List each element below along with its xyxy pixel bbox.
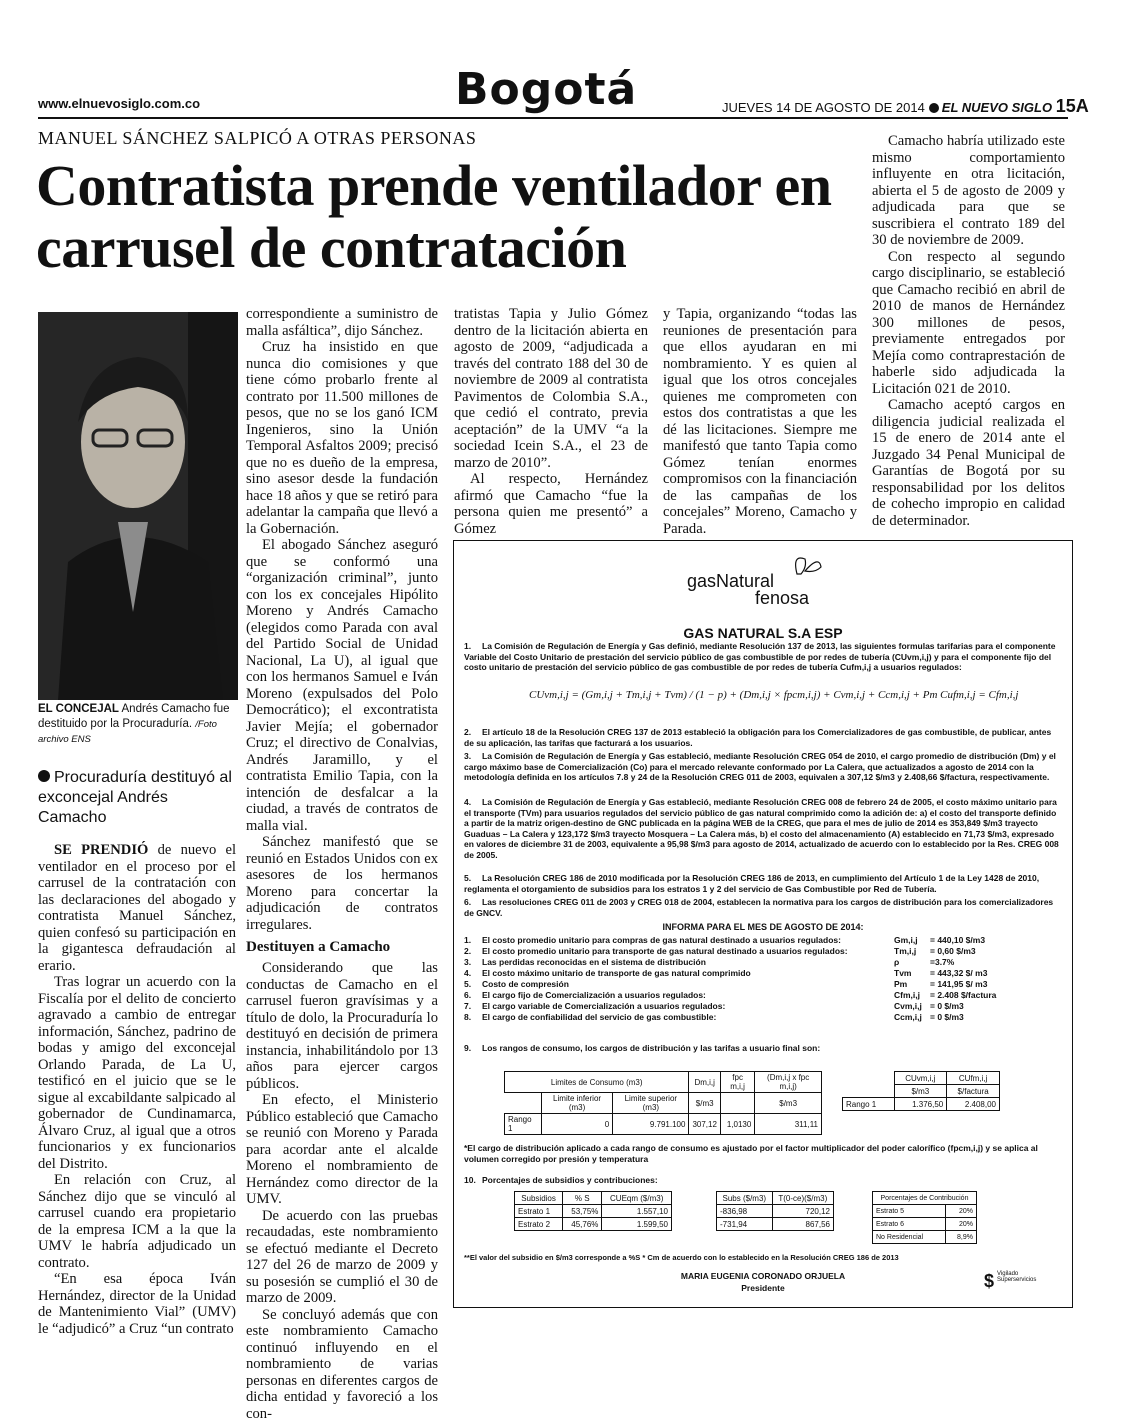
table-cell: Estrato 1: [515, 1205, 563, 1218]
lead-paragraph: SE PRENDIÓ de nuevo el ventilador en el proceso por el carrusel de la contratación con las declaraciones del abogado y contratista Manuel Sánchez, quien confesó su participación en la gigantesca defraudación al erario.: [38, 842, 236, 974]
table-header: T(0-ce)($/m3): [772, 1192, 833, 1205]
table-unit: $/m3: [689, 1093, 720, 1114]
lead-word: SE PRENDIÓ: [54, 842, 148, 858]
table-unit: $/m3: [755, 1093, 822, 1114]
table-cell: 720,12: [772, 1205, 833, 1218]
info-n: 6.: [464, 990, 471, 1000]
info-n: 2.: [464, 946, 471, 956]
tariff-formula: CUvm,i,j = (Gm,i,j + Tm,i,j + Tvm) / (1 − p) + (Dm,i,j × fpcm,i,j) + Cvm,i,j + Ccm,i,j + Pm Cufm,i,j = Cfm,i,j: [529, 689, 1018, 701]
paragraph: Camacho habría utilizado este mismo comportamiento influyente en otra licitación, abierta el 5 de agosto de 2009 y adjudicada para que se suscribiera el contrato 189 del 30 de noviembre de 2009.: [872, 133, 1065, 249]
table-row: [873, 1205, 977, 1218]
info-sym: ρ: [894, 957, 899, 967]
info-val: = 141,95 $/ m3: [930, 979, 987, 989]
page-number: 15A: [1056, 96, 1089, 116]
paragraph: correspondiente a suministro de malla asfáltica”, dijo Sánchez.: [246, 306, 438, 339]
info-title: INFORMA PARA EL MES DE AGOSTO DE 2014:: [454, 922, 1072, 932]
table-unit: $/factura: [947, 1085, 1000, 1098]
table-header: CUfm,i,j: [947, 1072, 1000, 1085]
ad-company-title: GAS NATURAL S.A ESP: [454, 625, 1072, 641]
article-column-5: [872, 133, 1065, 529]
info-val: = 0 $/m3: [930, 1012, 964, 1022]
paragraph: En relación con Cruz, al Sánchez dijo que se vinculó al carrusel cuando era propietario de la empresa ICM a la que la UMV le habría adjudicado un contrato.: [38, 1172, 236, 1271]
table-row: [515, 1205, 672, 1218]
table-cell: 8,9%: [945, 1231, 976, 1244]
ad-item-5: 5. La Resolución CREG 186 de 2010 modificada por la Resolución CREG 186 de 2013, en cumplimiento del Artículo 1 de la Ley 1428 de 2010, reglamenta el otorgamiento de subsidios para los estratos 1 y 2 del servicio de Gas Combustible por Red de Tubería.: [464, 873, 1059, 894]
bullet-icon: [929, 103, 939, 113]
range-table: [504, 1071, 822, 1135]
info-label: Costo de compresión: [482, 979, 569, 989]
brand-subname: fenosa: [755, 588, 827, 609]
info-sym: Pm: [894, 979, 907, 989]
table-header: Porcentajes de Contribución: [873, 1192, 977, 1205]
info-sym: Tm,i,j: [894, 946, 916, 956]
table-cell: -731,94: [717, 1218, 773, 1231]
table-row: [717, 1218, 834, 1231]
article-column-1: [38, 842, 236, 1337]
table-header: Limites de Consumo (m3): [505, 1072, 689, 1093]
table-cell: 45,76%: [563, 1218, 602, 1231]
paragraph: y Tapia, organizando “todas las reuniones de presentación para que ellos ayudaran en mi nombramiento. Y es quien al igual que los otros concejales quienes me comprometen con estos dos contratistas a que les dé las licitaciones. Siempre me manifestó que tanto Tapia como Gómez tenían enormes compromisos con la financiación de las campañas de los concejales” Moreno, Camacho y Parada.: [663, 306, 857, 537]
ad-item-2: 2. El artículo 18 de la Resolución CREG 137 de 2013 estableció la obligación para los Comercializadores de gas combustible, de publicar, antes de su aplicación, las tarifas que facturará a los usuarios.: [464, 727, 1059, 748]
paragraph: Tras lograr un acuerdo con la Fiscalía por el delito de concierto agravado a cambio de entregar información, Sánchez, padrino de bodas y amigo del exconcejal Orlando Parada, de La U, testificó en el juicio que se le sigue al excabildante salpicado al gobernador de Cundinamarca, Álvaro Cruz, al igual que a otros funcionarios y ex funcionarios del Distrito.: [38, 974, 236, 1172]
paragraph: Al respecto, Hernández afirmó que Camacho “fue la persona quien me presentó” a Gómez: [454, 471, 648, 537]
contribution-table: [872, 1191, 977, 1244]
info-sym: Gm,i,j: [894, 935, 918, 945]
paragraph: Se concluyó además que con este nombramiento Camacho continuó influyendo en el nombramiento de varias personas en diferentes cargos de dicha entidad y favoreció a los con-: [246, 1307, 438, 1422]
table-header: Subsidios: [515, 1192, 563, 1205]
gas-natural-logo: [687, 571, 827, 609]
signer-title: Presidente: [454, 1283, 1072, 1293]
table-header: Limite superior (m3): [613, 1093, 689, 1114]
table-header: % S: [563, 1192, 602, 1205]
table-header: (Dm,i,j x fpc m,i,j): [755, 1072, 822, 1093]
caption-text: Andrés Camacho fue destituido por la Procuraduría.: [38, 703, 230, 730]
paragraph: Con respecto al segundo cargo disciplinario, se estableció que Camacho recibió en abril de 2010 de manos de Hernández 300 millones de pesos, previamente entregados por Mejía como contraprestación de haberle sido adjudicada la Licitación 021 de 2010.: [872, 249, 1065, 398]
ad-item-10: 10. Porcentajes de subsidios y contribuciones:: [464, 1175, 1059, 1186]
paragraph: tratistas Tapia y Julio Gómez dentro de la licitación abierta en agosto de 2009, “adjudicada a través del contrato 188 del 30 de noviembre de 2009 al contratista Pavimentos de Colombia S.A., que cedió el contrato, previa aceptación” de la UMV “a la sociedad Icein S.A., el 23 de marzo de 2010”.: [454, 306, 648, 471]
table-header: Subs ($/m3): [717, 1192, 773, 1205]
bullet-icon: [38, 770, 50, 782]
gas-natural-ad: [453, 540, 1073, 1308]
paragraph: Cruz ha insistido en que nunca dio comisiones y que tiene cómo probarlo frente al contrato por 11.500 millones de pesos, que no se los ganó ICM Ingenieros, sino la Unión Temporal Asfaltos 2009; precisó que no es dueño de la empresa, sino asesor desde la fundación hace 18 años y que se retiró para adelantar la campaña que llevó a la Gobernación.: [246, 339, 438, 537]
issue-date: JUEVES 14 DE AGOSTO DE 2014: [722, 100, 925, 115]
table-cell: Estrato 6: [873, 1218, 946, 1231]
info-n: 5.: [464, 979, 471, 989]
portrait-image: [38, 312, 238, 700]
table-header: CUvm,i,j: [894, 1072, 947, 1085]
header-rule: [38, 117, 1068, 119]
table-cell: Estrato 2: [515, 1218, 563, 1231]
info-sym: Tvm: [894, 968, 911, 978]
info-row: [464, 979, 1064, 990]
paragraph: En efecto, el Ministerio Público estableció que Camacho se reunió con Moreno y Parada para acordar ante el alcalde Moreno el nombramiento de Hernández como director de la UMV.: [246, 1092, 438, 1208]
table-row: Rango 1 0 9.791.100 307,12 1,0130 311,11: [505, 1114, 822, 1135]
info-val: = 0 $/m3: [930, 1001, 964, 1011]
info-n: 4.: [464, 968, 471, 978]
info-label: El cargo variable de Comercialización a usuarios regulados:: [482, 1001, 725, 1011]
table-cell: 20%: [945, 1205, 976, 1218]
paragraph: El abogado Sánchez aseguró que se conformó una “organización criminal”, junto con los ex concejales Hipólito Moreno y Andrés Camacho (elegidos como Parada con aval del Partido Social de Unidad Nacional, La U), al igual que con los hermanos Samuel e Iván Moreno (expulsados del Polo Democrático); el excontratista Javier Mejía; el gobernador Cruz; el directivo de Conalvias, Andrés Jaramillo, y el contratista Emilio Tapia, con la intención de desfalcar a la ciudad, a través de contratos de malla vial.: [246, 537, 438, 834]
tariff-table: [842, 1071, 1000, 1111]
ad-item-3: 3. La Comisión de Regulación de Energía y Gas estableció, mediante Resolución CREG 054 de 2010, el cargo promedio de distribución (Dm) y el cargo máximo base de Comercialización (Co) para el mercado relevante conformado por La Calera, que actualizados a agosto de 2014 con la metodología definida en los artículos 7.8 y 24 de la Resolución CREG 011 de 2003, equivalen a 307,12 $/m3 y 2.408,66 $/factura, respectivamente.: [464, 751, 1059, 783]
signer-name: MARIA EUGENIA CORONADO ORJUELA: [454, 1271, 1072, 1281]
pull-quote: Procuraduría destituyó al exconcejal Andrés Camacho: [38, 768, 238, 828]
ad-item-1: 1. La Comisión de Regulación de Energía y Gas definió, mediante Resolución 137 de 2013, las siguientes formulas tarifarias para el componente Variable del Costo Unitario de prestación del servicio público de gas combustible de por redes de tubería (CUvm,i,j) y para el componente fijo del costo unitario de prestación del servicio público de gas combustible de por redes de tubería Cufm,i,j a usuarios regulados:: [464, 641, 1059, 673]
superservicios-icon: $: [984, 1271, 994, 1292]
kicker: MANUEL SÁNCHEZ SALPICÓ A OTRAS PERSONAS: [38, 128, 476, 149]
info-label: El costo máximo unitario de transporte de gas natural comprimido: [482, 968, 751, 978]
info-label: El costo promedio unitario para transporte de gas natural destinado a usuarios regulados:: [482, 946, 848, 956]
superservicios-badge: $ Vigilado Superservicios: [984, 1271, 1054, 1292]
info-row: [464, 968, 1064, 979]
info-row: [464, 935, 1064, 946]
table-header: fpc m,i,j: [720, 1072, 754, 1093]
info-n: 8.: [464, 1012, 471, 1022]
table-cell: -836,98: [717, 1205, 773, 1218]
caption-label: EL CONCEJAL: [38, 703, 119, 715]
table-header: CUEqm ($/m3): [602, 1192, 672, 1205]
info-label: El cargo fijo de Comercialización a usuarios regulados:: [482, 990, 706, 1000]
table-cell: 867,56: [772, 1218, 833, 1231]
table-header: Dm,i,j: [689, 1072, 720, 1093]
info-n: 7.: [464, 1001, 471, 1011]
info-label: Las perdidas reconocidas en el sistema de distribución: [482, 957, 706, 967]
subsidy-table: [514, 1191, 672, 1231]
info-row: [464, 946, 1064, 957]
table-header: Limite inferior (m3): [541, 1093, 612, 1114]
info-val: = 443,32 $/ m3: [930, 968, 987, 978]
article-column-3: [454, 306, 648, 537]
info-row: [464, 990, 1064, 1001]
table-row: [873, 1218, 977, 1231]
table-cell: 53,75%: [563, 1205, 602, 1218]
table-cell: No Residencial: [873, 1231, 946, 1244]
table-cell: 1.557,10: [602, 1205, 672, 1218]
info-row: [464, 957, 1064, 968]
paragraph: Sánchez manifestó que se reunió en Estados Unidos con ex asesores de los hermanos Moreno para concertar la adjudicación de contratos irregulares.: [246, 834, 438, 933]
butterfly-icon: [787, 549, 827, 579]
info-sym: Cfm,i,j: [894, 990, 920, 1000]
info-n: 1.: [464, 935, 471, 945]
dateline: [722, 96, 1089, 117]
table-row: [717, 1205, 834, 1218]
info-val: =3.7%: [930, 957, 954, 967]
photo-caption: [38, 702, 238, 747]
table-cell: Estrato 5: [873, 1205, 946, 1218]
table-unit: $/m3: [894, 1085, 947, 1098]
ad-note-1: *El cargo de distribución aplicado a cada rango de consumo es ajustado por el factor multiplicador del poder calorífico (fpcm,i,j) y se aplica al volumen corregido por presión y temperatura: [464, 1143, 1059, 1164]
info-val: = 2.408 $/factura: [930, 990, 996, 1000]
photo-concejal: [38, 312, 238, 700]
info-row: [464, 1001, 1064, 1012]
paragraph: “En esa época Iván Hernández, director de la Unidad de Mantenimiento Vial” (UMV) le “adjudicó” a Cruz “un contrato: [38, 1271, 236, 1337]
article-column-4: [663, 306, 857, 537]
table-cell: 20%: [945, 1218, 976, 1231]
info-sym: Ccm,i,j: [894, 1012, 922, 1022]
subsidy-values-table: [716, 1191, 834, 1231]
info-label: El costo promedio unitario para compras de gas natural destinado a usuarios regulados:: [482, 935, 841, 945]
paragraph: Camacho aceptó cargos en diligencia judicial realizada el 15 de enero de 2014 ante el Juzgado 34 Penal Municipal de Garantías de Bogotá por su responsabilidad por los delitos de cohecho impropio en calidad de determinador.: [872, 397, 1065, 529]
info-n: 3.: [464, 957, 471, 967]
table-cell: 1.599,50: [602, 1218, 672, 1231]
info-row: [464, 1012, 1064, 1023]
ad-note-2: **El valor del subsidio en $/m3 corresponde a %S * Cm de acuerdo con lo establecido en la Resolución CREG 186 de 2013: [464, 1253, 1059, 1264]
table-row: [515, 1218, 672, 1231]
paragraph: Considerando que las conductas de Camacho en el carrusel fueron gravísimas y a título de dolo, la Procuraduría lo destituyó en decisión de primera instancia, inhabilitándolo por 13 años para ejercer cargos públicos.: [246, 960, 438, 1092]
info-sym: Cvm,i,j: [894, 1001, 922, 1011]
ad-item-9: 9. Los rangos de consumo, los cargos de distribución y las tarifas a usuario final son:: [464, 1043, 1059, 1054]
table-row: [873, 1231, 977, 1244]
headline: Contratista prende ventilador en carrusel de contratación: [36, 155, 846, 279]
ad-item-6: 6. Las resoluciones CREG 011 de 2003 y CREG 018 de 2004, establecen la normativa para los cargos de distribución para los comercializadores de GNCV.: [464, 897, 1059, 918]
ad-item-4: 4. La Comisión de Regulación de Energía y Gas estableció, mediante Resolución CREG 008 de febrero 24 de 2005, el costo máximo unitario para el transporte (TVm) para usuarios regulados del servicio público de gas natural comprimido como la adición de: a) el costo del transporte definido a partir de la matriz origen-destino de GNC publicada en la página WEB de la CREG, que para el mes de julio de 2014 es 353,849 $/m3 trayecto Guaduas – La Calera y 123,172 $/m3 trayecto Mosquera – La Calera más, b) el costo del almacenamiento (A) establecido en 71,73 $/m3, expresado en valores de diciembre 31 de 2003, equivalente a 95,98 $/m3 para agosto de 2014, actualizado de acuerdo con lo establecido por la Res. CREG 008 de 2005.: [464, 797, 1059, 860]
website-url[interactable]: www.elnuevosiglo.com.co: [38, 96, 200, 111]
newspaper-name: EL NUEVO SIGLO: [942, 100, 1052, 115]
paragraph: De acuerdo con las pruebas recaudadas, este nombramiento se efectuó mediante el Decreto 127 del 26 de marzo de 2009 y su posesión se cumplió el 30 de marzo de 2009.: [246, 1208, 438, 1307]
info-val: = 0,60 $/m3: [930, 946, 976, 956]
subheading: Destituyen a Camacho: [246, 939, 438, 956]
info-val: = 440,10 $/m3: [930, 935, 985, 945]
brand-name: gasNatural: [687, 571, 827, 592]
info-label: El cargo de confiabilidad del servicio de gas combustible:: [482, 1012, 716, 1022]
section-title: Bogotá: [455, 64, 637, 115]
table-row: Rango 1 1.376,50 2.408,00: [843, 1098, 1000, 1111]
caption-credit: /Foto archivo ENS: [38, 719, 217, 745]
article-column-2: [246, 306, 438, 1422]
